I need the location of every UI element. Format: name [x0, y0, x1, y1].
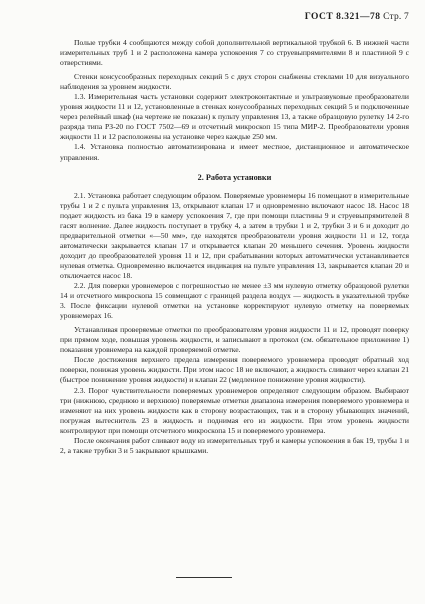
paragraph: 1.3. Измерительная часть установки содержит электроконтактные и ультразвуковые преобразователи уровня жидкости 11 и 12, установленные в стенках конусообразных переходных секций 5 и подключенные через релейный шкаф (на чертеже не показан) к пульту управления 13, а также образцовую рулетку 14 2-го разряда типа РЗ-20 по ГОСТ 7502—69 и отсчетный микроскоп 15 типа МИР-2. Преобразователи уровня жидкости 11 и 12 расположены на установке через каждые 250 мм. [60, 92, 409, 142]
end-rule [176, 577, 232, 578]
section-title: 2. Работа установки [197, 172, 272, 182]
document-body [60, 38, 409, 456]
paragraph: Стенки консусообразных переходных секций 5 с двух сторон снабжены стеклами 10 для визуального наблюдения за уровнем жидкости. [60, 72, 409, 92]
page-label: Стр. [383, 12, 402, 22]
paragraph: 2.1. Установка работает следующим образом. Поверяемые уровнемеры 16 помещают в измерительные трубы 1 и 2 с пульта управления 13, открывают клапан 17 и одновременно включают насос 18. Насос 18 подает жидкость из бака 19 в камеру успокоения 7, где при помощи пластины 9 и струевыпрямителей 8 гасят волнение. Далее жидкость поступает в трубку 4, а затем в трубки 1 и 2, трубки 3 и 6 и доходит до предварительной отметки «—50 мм», где находятся преобразователи уровня жидкости 11 и 12, тогда автоматически закрывается клапан 17 и открывается клапан 20 меньшего сечения. Уровень жидкости доходит до преобразователей уровня 11 и 12, при срабатывании которых автоматически устанавливается нулевая отметка. Одновременно включается индикация на пульте управления 13, закрывается клапан 20 и отключается насос 18. [60, 190, 409, 280]
page-header [305, 12, 409, 22]
paragraph: Устанавливая проверяемые отметки по преобразователям уровня жидкости 11 и 12, проводят поверку при прямом ходе, повышая уровень жидкости, и записывают в протокол (см. обязательное приложение 1) показания уровнемера на каждой проверяемой отметке. [60, 325, 409, 355]
page-number: 7 [404, 12, 409, 22]
standard-number: ГОСТ 8.321—78 [304, 12, 381, 22]
paragraph: Полые трубки 4 сообщаются между собой дополнительной вертикальной трубкой 6. В нижней части измерительных труб 1 и 2 расположена камера успокоения 7 со струевыпрямителями 8 и пластиной 9 с отверстиями. [60, 38, 409, 68]
paragraph: После окончания работ сливают воду из измерительных труб и камеры успокоения в бак 19, трубы 1 и 2, а также трубки 3 и 5 закрывают крышками. [60, 435, 409, 455]
paragraph: 2.2. Для поверки уровнемеров с погрешностью не менее ±3 мм нулевую отметку образцовой рулетки 14 и отсчетного микроскопа 15 совмещают с границей раздела воздух — жидкость в указательной трубке 3. После фиксации нулевой отметки на установке корректируют нулевую отметку на поверяемых уровнемерах 16. [60, 281, 409, 321]
paragraph: 1.4. Установка полностью автоматизирована и имеет местное, дистанционное и автоматическое управления. [60, 142, 409, 162]
paragraph: 2.3. Порог чувствительности поверяемых уровнемеров определяют следующим образом. Выбирают три (нижнюю, среднюю и верхнюю) поверяемые отметки диапазона измерения поверяемого уровнемера и изменяют на них уровень жидкости как в сторону возрастающих, так и в сторону убывающих значений, погружая вытеснитель 23 в жидкость и поднимая его из жидкости. При этом уровень жидкости контролируют при помощи отсчетного микроскопа 15 и поверяемого уровнемера. [60, 385, 409, 435]
paragraph: После достижения верхнего предела измерения поверяемого уровнемера проводят обратный ход поверки, понижая уровень жидкости. При этом насос 18 не включают, а жидкость сливают через клапан 21 (быстрое понижение уровня жидкости) и клапан 22 (медленное понижение уровня жидкости). [60, 355, 409, 385]
